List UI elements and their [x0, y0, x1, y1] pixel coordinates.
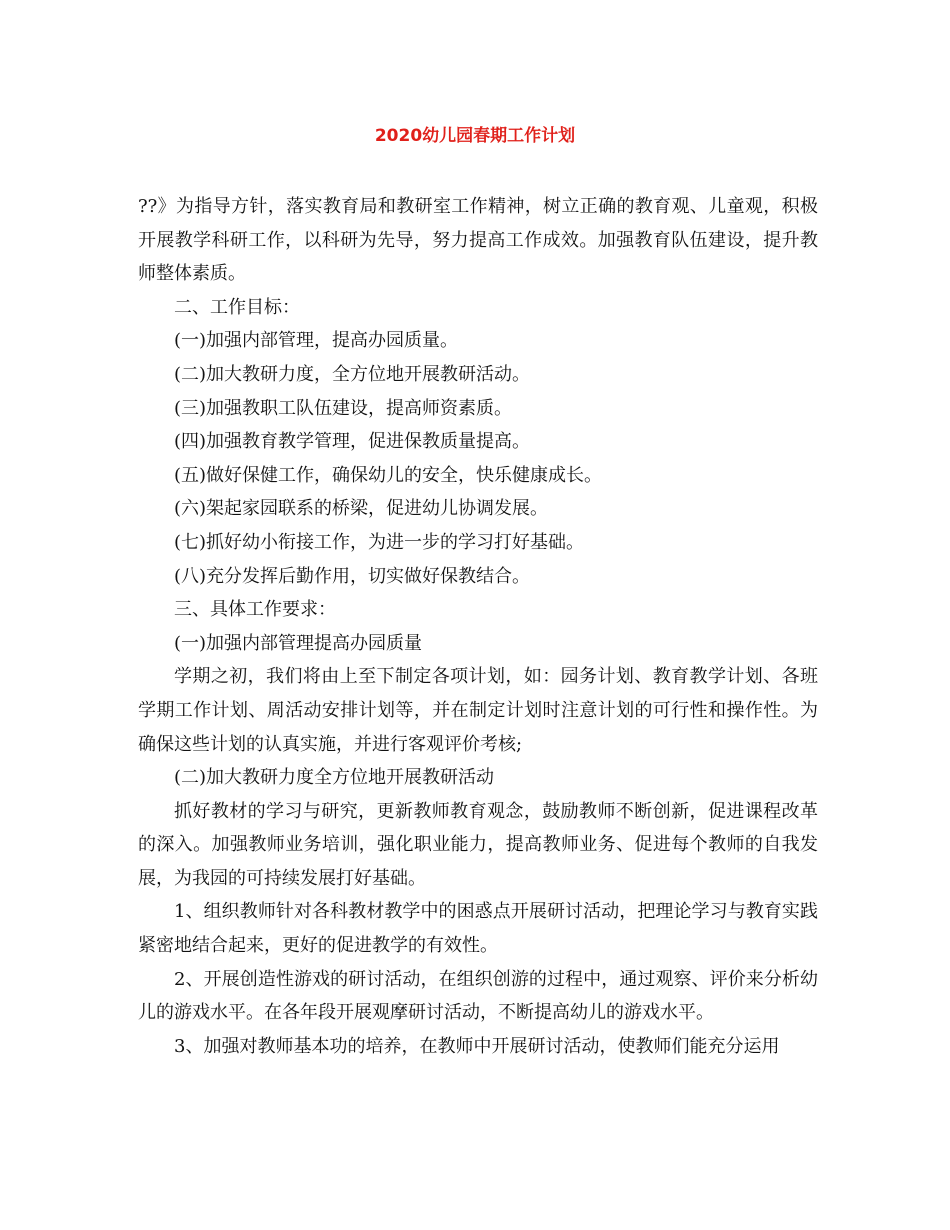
paragraph: (三)加强教职工队伍建设，提高师资素质。 [174, 397, 513, 419]
paragraph: 抓好教材的学习与研究，更新教师教育观念，鼓励教师不断创新，促进课程改革的深入。加强教师业务培训，强化职业能力，提高教师业务、促进每个教师的自我发展，为我园的可持续发展打好基础。 [138, 800, 818, 889]
paragraph: (六)架起家园联系的桥梁，促进幼儿协调发展。 [174, 498, 549, 520]
paragraph: (五)做好保健工作，确保幼儿的安全，快乐健康成长。 [174, 464, 603, 486]
paragraph: ??》为指导方针，落实教育局和教研室工作精神，树立正确的教育观、儿童观，积极开展教学科研工作，以科研为先导，努力提高工作成效。加强教育队伍建设，提升教师整体素质。 [138, 196, 818, 285]
paragraph: (一)加强内部管理提高办园质量 [174, 632, 423, 654]
paragraph: 2、开展创造性游戏的研讨活动，在组织创游的过程中，通过观察、评价来分析幼儿的游戏水平。在各年段开展观摩研讨活动，不断提高幼儿的游戏水平。 [138, 968, 818, 1024]
paragraph: 二、工作目标： [174, 296, 300, 318]
paragraph: (二)加大教研力度全方位地开展教研活动 [174, 767, 495, 789]
paragraph: 学期之初，我们将由上至下制定各项计划，如：园务计划、教育教学计划、各班学期工作计划、周活动安排计划等，并在制定计划时注意计划的可行性和操作性。为确保这些计划的认真实施，并进行客观评价考核; [138, 666, 818, 755]
paragraph: (八)充分发挥后勤作用，切实做好保教结合。 [174, 565, 531, 587]
paragraph: 三、具体工作要求： [174, 599, 336, 621]
paragraph: (二)加大教研力度，全方位地开展教研活动。 [174, 363, 531, 385]
document-body [138, 190, 818, 1063]
paragraph: 1、组织教师针对各科教材教学中的困惑点开展研讨活动，把理论学习与教育实践紧密地结合起来，更好的促进教学的有效性。 [138, 901, 818, 957]
paragraph: (四)加强教育教学管理，促进保教质量提高。 [174, 431, 531, 453]
paragraph: 3、加强对教师基本功的培养，在教师中开展研讨活动，使教师们能充分运用 [174, 1035, 780, 1057]
paragraph: (一)加强内部管理，提高办园质量。 [174, 330, 459, 352]
document-title: 2020幼儿园春期工作计划 [374, 126, 576, 146]
paragraph: (七)抓好幼小衔接工作，为进一步的学习打好基础。 [174, 531, 585, 553]
